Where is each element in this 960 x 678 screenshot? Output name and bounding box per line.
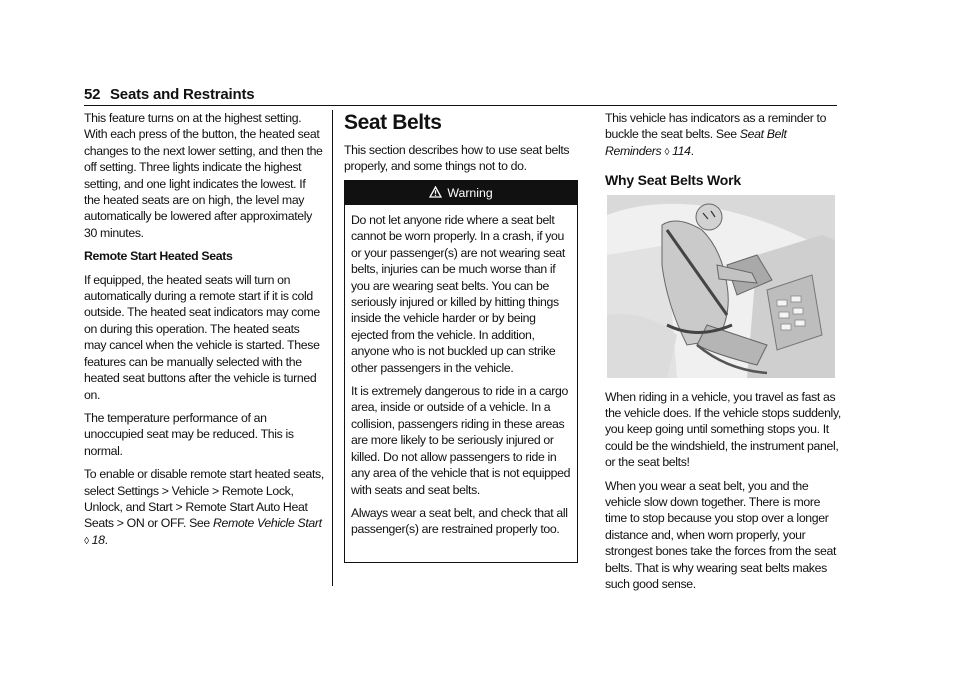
warning-body xyxy=(345,205,577,538)
header-rule xyxy=(84,105,837,106)
page-ref-number[interactable]: 18 xyxy=(91,532,105,547)
paragraph-enable-disable xyxy=(84,466,324,550)
why-seat-belts-work-heading: Why Seat Belts Work xyxy=(605,172,741,189)
warning-paragraph-2: It is extremely dangerous to ride in a cargo area, inside or outside of a vehicle. In a collision, passengers riding in these areas are more likely to be seriously injured or killed. Do not allow passengers to ride in any area of the vehicle that is not equipped with seats and seat belts. xyxy=(351,384,571,497)
paragraph-slow-down-together: When you wear a seat belt, you and the vehicle slow down together. There is more time to stop because you stop over a longer distance and, when worn properly, your strongest bones take the forces from the seat belts. That is why wearing seat belts makes such good sense. xyxy=(605,478,837,592)
warning-label: Warning xyxy=(447,186,493,200)
subheading-remote-start-heated-seats: Remote Start Heated Seats xyxy=(84,249,233,264)
column-divider xyxy=(332,110,333,586)
sentence-end: . xyxy=(104,532,108,547)
enable-disable-text: To enable or disable remote start heated seats, select Settings > Vehicle > Remote Lock, Unlock, and Start > Remote Start Auto Heat Seats > ON or OFF. See xyxy=(84,467,324,531)
page-ref-arrow-icon: ◊ xyxy=(84,535,89,547)
paragraph-temperature-performance: The temperature performance of an unoccupied seat may be reduced. This is normal. xyxy=(84,410,294,458)
paragraph-remote-start: If equipped, the heated seats will turn on automatically during a remote start if it is cold outside. The heated seat indicators may come on during this operation. The heated seats may cancel when the vehicle is started. These features can be manually selected with the heated seat buttons after the vehicle is turned on. xyxy=(84,272,320,402)
section-title: Seats and Restraints xyxy=(110,86,255,103)
crash-test-dummy-illustration xyxy=(607,195,835,378)
warning-box xyxy=(344,180,578,563)
remote-vehicle-start-ref[interactable]: Remote Vehicle Start xyxy=(212,516,322,531)
paragraph-travel-fast: When riding in a vehicle, you travel as fast as the vehicle does. If the vehicle stops suddenly, you keep going until something stops you. It could be the windshield, the instrument panel, or the seat belts! xyxy=(605,389,841,470)
warning-paragraph-1: Do not let anyone ride where a seat belt cannot be worn properly. In a crash, if you or your passenger(s) are not wearing seat belts, injuries can be much worse than if you are wearing seat belts. You can be seriously injured or killed by hitting things inside the vehicle harder or by being ejected from the vehicle. In addition, anyone who is not buckled up can strike other passengers in the vehicle. xyxy=(351,213,565,375)
warning-paragraph-3: Always wear a seat belt, and check that all passenger(s) are restrained properly too. xyxy=(351,505,568,537)
page-ref-arrow-icon: ◊ xyxy=(664,146,669,158)
paragraph-reminders xyxy=(605,110,841,161)
column-middle xyxy=(344,110,580,182)
sentence-end: . xyxy=(690,143,694,158)
page-ref-number[interactable]: 114 xyxy=(672,143,691,158)
warning-triangle-icon xyxy=(429,186,442,201)
seat-belts-intro: This section describes how to use seat belts properly, and some things not to do. xyxy=(344,143,570,174)
warning-header xyxy=(345,181,577,205)
seat-belt-reminders-ref[interactable]: Seat Belt Reminders xyxy=(605,127,787,158)
seat-belts-title: Seat Belts xyxy=(344,111,442,134)
paragraph-heat-settings: This feature turns on at the highest setting. With each press of the button, the heated seat changes to the next lower setting, and then the off setting. Three lights indicate the highest setting, and one light indicates the lowest. If the heated seats are on high, the level may automatically be lowered after approximately 30 minutes. xyxy=(84,111,323,240)
column-left xyxy=(84,110,324,557)
page-header xyxy=(84,86,837,104)
reminders-text: This vehicle has indicators as a reminder to buckle the seat belts. See xyxy=(605,111,827,142)
page-number: 52 xyxy=(84,86,101,103)
